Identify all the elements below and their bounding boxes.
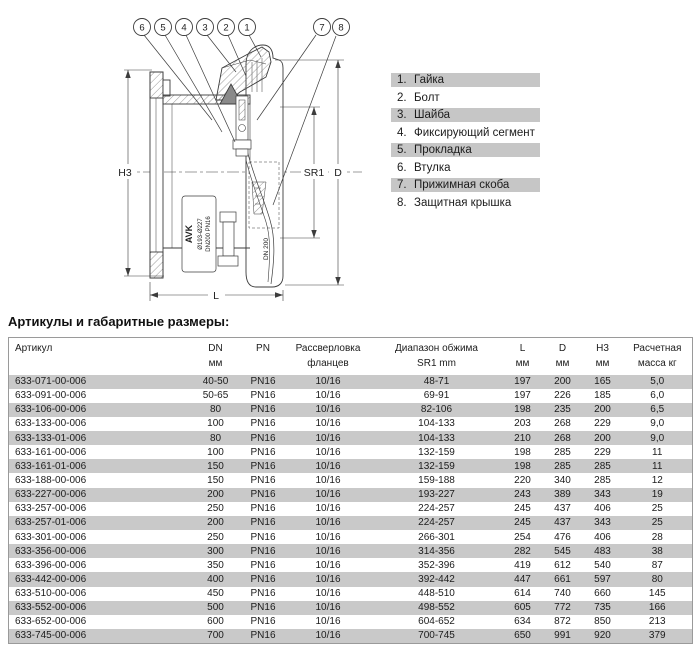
table-cell: 235 <box>554 404 571 416</box>
callout-number: 4 <box>181 22 187 34</box>
table-cell: PN16 <box>250 559 276 571</box>
table-row <box>9 502 693 516</box>
bolt-assembly-lower <box>218 212 238 266</box>
table-cell: 614 <box>514 588 531 600</box>
table-cell: 406 <box>594 531 611 543</box>
table-cell: 268 <box>554 432 571 444</box>
table-cell: PN16 <box>250 630 276 642</box>
table-row <box>9 445 693 459</box>
table-cell: 450 <box>207 588 224 600</box>
table-row <box>9 558 693 572</box>
table-cell: 193-227 <box>418 489 455 501</box>
table-cell: 159-188 <box>418 475 455 487</box>
table-cell: 150 <box>207 460 224 472</box>
column-header: Диапазон обжима SR1 mm <box>394 343 478 370</box>
table-cell: 605 <box>514 602 531 614</box>
table-cell: 633-188-00-006 <box>15 475 87 487</box>
table-cell: 10/16 <box>315 630 341 642</box>
table-cell: 250 <box>207 531 224 543</box>
table-cell: 340 <box>554 475 571 487</box>
label-range: Ø193-Ø227 <box>198 218 204 250</box>
table-cell: 200 <box>207 489 224 501</box>
table-cell: 343 <box>594 489 611 501</box>
callout-number: 5 <box>160 22 166 34</box>
legend-item-number: 8. <box>397 196 407 209</box>
table-cell: 650 <box>514 630 531 642</box>
table-row <box>9 488 693 502</box>
table-cell: 661 <box>554 574 571 586</box>
legend-item-label: Шайба <box>414 109 451 121</box>
table-cell: 229 <box>594 418 611 430</box>
table-cell: 406 <box>594 503 611 515</box>
column-header: L мм <box>515 343 530 370</box>
table-cell: 10/16 <box>315 404 341 416</box>
table-cell: 597 <box>594 574 611 586</box>
table-cell: 10/16 <box>315 503 341 515</box>
table-cell: 285 <box>594 460 611 472</box>
table-cell: 633-227-00-006 <box>15 489 87 501</box>
table-cell: 633-071-00-006 <box>15 376 87 388</box>
table-body <box>9 375 693 644</box>
table-cell: 352-396 <box>418 559 455 571</box>
table-cell: 11 <box>652 446 663 458</box>
legend-item-label: Болт <box>414 91 440 104</box>
table-cell: 11 <box>652 460 663 472</box>
column-header: DN мм <box>208 343 223 370</box>
table-cell: 243 <box>514 489 531 501</box>
column-header: Артикул <box>15 343 53 355</box>
dim-label-h3: H3 <box>118 167 132 179</box>
legend-item-number: 4. <box>397 126 407 139</box>
callout-number: 1 <box>244 22 250 34</box>
table-cell: PN16 <box>250 616 276 628</box>
table-cell: 220 <box>514 475 531 487</box>
dimensions-table <box>8 337 693 644</box>
table-row <box>9 389 693 403</box>
legend-item <box>391 143 540 157</box>
flange-adapter-drawing <box>0 0 380 312</box>
table-cell: PN16 <box>250 404 276 416</box>
table-cell: 50-65 <box>202 390 229 402</box>
callout-number: 6 <box>139 22 145 34</box>
legend-item-number: 7. <box>397 179 407 191</box>
legend-item <box>391 73 540 87</box>
table-row <box>9 431 693 445</box>
table-cell: 633-257-00-006 <box>15 503 87 515</box>
callout-circles <box>134 19 350 36</box>
table-cell: 735 <box>594 602 611 614</box>
table-row <box>9 544 693 558</box>
table-cell: 10/16 <box>315 432 341 444</box>
table-cell: PN16 <box>250 432 276 444</box>
table-cell: 266-301 <box>418 531 455 543</box>
table-cell: 419 <box>514 559 531 571</box>
table-cell: 872 <box>554 616 571 628</box>
table-cell: 104-133 <box>418 432 455 444</box>
table-cell: 285 <box>554 460 571 472</box>
table-cell: 198 <box>514 446 531 458</box>
table-cell: 197 <box>514 390 531 402</box>
callout-number: 7 <box>319 22 325 34</box>
table-cell: 203 <box>514 418 531 430</box>
table-cell: 200 <box>594 404 611 416</box>
table-cell: 48-71 <box>423 376 450 388</box>
table-row <box>9 403 693 417</box>
table-cell: PN16 <box>250 390 276 402</box>
table-cell: 633-133-00-006 <box>15 418 87 430</box>
table-cell: 633-442-00-006 <box>15 574 87 586</box>
legend-item-number: 2. <box>397 91 407 104</box>
table-cell: 80 <box>209 432 222 444</box>
table-cell: 991 <box>554 630 571 642</box>
table-cell: 6,5 <box>650 404 665 416</box>
legend-item <box>391 178 540 192</box>
table-cell: 38 <box>651 545 663 557</box>
table-cell: 10/16 <box>315 559 341 571</box>
table-cell: 197 <box>514 376 531 388</box>
legend-item-number: 3. <box>397 109 407 121</box>
table-cell: 28 <box>651 531 663 543</box>
table-cell: 9,0 <box>650 418 665 430</box>
legend-item <box>391 108 540 122</box>
table-cell: 600 <box>207 616 224 628</box>
label-dn: DN200 PN16 <box>206 216 212 252</box>
table-cell: 389 <box>554 489 571 501</box>
table-cell: 633-552-00-006 <box>15 602 87 614</box>
table-cell: 198 <box>514 404 531 416</box>
table-cell: 224-257 <box>418 517 455 529</box>
column-header: H3 мм <box>595 343 610 370</box>
table-cell: 612 <box>554 559 571 571</box>
table-cell: 200 <box>554 376 571 388</box>
table-cell: PN16 <box>250 588 276 600</box>
table-cell: 545 <box>554 545 571 557</box>
table-cell: 633-356-00-006 <box>15 545 87 557</box>
table-cell: 772 <box>554 602 571 614</box>
table-cell: 198 <box>514 460 531 472</box>
table-cell: 10/16 <box>315 588 341 600</box>
table-cell: 10/16 <box>315 446 341 458</box>
table-cell: 10/16 <box>315 390 341 402</box>
table-row <box>9 459 693 473</box>
legend-item-label: Прокладка <box>414 144 472 156</box>
table-cell: 87 <box>651 559 663 571</box>
table-cell: 540 <box>594 559 611 571</box>
table-cell: 343 <box>594 517 611 529</box>
table-cell: PN16 <box>250 489 276 501</box>
table-cell: 10/16 <box>315 418 341 430</box>
table-cell: 80 <box>651 574 663 586</box>
table-cell: 500 <box>207 602 224 614</box>
table-title: Артикулы и габаритные размеры: <box>8 314 230 329</box>
label-brand: AVK <box>184 224 194 244</box>
bolt-assembly-upper <box>233 96 251 156</box>
table-cell: PN16 <box>250 602 276 614</box>
table-cell: 633-106-00-006 <box>15 404 87 416</box>
table-cell: 10/16 <box>315 574 341 586</box>
table-cell: 700 <box>207 630 224 642</box>
table-cell: 437 <box>554 503 571 515</box>
table-cell: 165 <box>594 376 611 388</box>
table-cell: 12 <box>651 475 663 487</box>
column-header: Расчетная масса кг <box>633 343 682 370</box>
table-cell: 447 <box>514 574 531 586</box>
table-cell: 100 <box>207 418 224 430</box>
table-cell: 10/16 <box>315 489 341 501</box>
legend-item <box>391 161 540 175</box>
table-cell: 633-301-00-006 <box>15 531 87 543</box>
table-cell: 229 <box>594 446 611 458</box>
legend-item-number: 1. <box>397 74 407 86</box>
table-header-row <box>9 338 693 375</box>
table-cell: 350 <box>207 559 224 571</box>
table-cell: PN16 <box>250 418 276 430</box>
legend-item-label: Фиксирующий сегмент <box>414 126 535 139</box>
callout-number: 8 <box>338 22 344 34</box>
legend <box>391 73 540 213</box>
dim-label-sr1: SR1 <box>303 167 325 179</box>
table-cell: 740 <box>554 588 571 600</box>
table-cell: 604-652 <box>418 616 455 628</box>
table-row <box>9 375 693 389</box>
table-cell: 282 <box>514 545 531 557</box>
table-cell: 483 <box>594 545 611 557</box>
table-cell: 10/16 <box>315 545 341 557</box>
table-cell: 10/16 <box>315 602 341 614</box>
column-header: PN <box>256 343 270 355</box>
table-cell: 400 <box>207 574 224 586</box>
legend-item-label: Гайка <box>414 74 445 86</box>
table-cell: 633-161-00-006 <box>15 446 87 458</box>
table-cell: PN16 <box>250 545 276 557</box>
table-cell: 448-510 <box>418 588 455 600</box>
legend-item <box>391 91 540 105</box>
table-cell: 200 <box>207 517 224 529</box>
table-cell: 633-652-00-006 <box>15 616 87 628</box>
callout-number: 3 <box>202 22 208 34</box>
table-cell: 226 <box>554 390 571 402</box>
table-cell: 634 <box>514 616 531 628</box>
table-cell: 850 <box>594 616 611 628</box>
table-cell: 10/16 <box>315 376 341 388</box>
column-header: Рассверловка фланцев <box>295 343 361 370</box>
table-row <box>9 572 693 586</box>
table-cell: 210 <box>514 432 531 444</box>
table-row <box>9 629 693 643</box>
table-cell: 245 <box>514 503 531 515</box>
table-cell: 9,0 <box>650 432 665 444</box>
table-cell: 150 <box>207 475 224 487</box>
table-cell: 40-50 <box>202 376 229 388</box>
table-cell: 25 <box>651 503 663 515</box>
table-cell: 10/16 <box>315 475 341 487</box>
table-cell: 185 <box>594 390 611 402</box>
table-row <box>9 615 693 629</box>
table-cell: 700-745 <box>418 630 455 642</box>
table-cell: 254 <box>514 531 531 543</box>
table-cell: 166 <box>648 602 666 614</box>
table-cell: 314-356 <box>418 545 455 557</box>
legend-item-number: 5. <box>397 144 407 156</box>
table-cell: 224-257 <box>418 503 455 515</box>
legend-item <box>391 126 540 140</box>
table-cell: 10/16 <box>315 517 341 529</box>
table-cell: PN16 <box>250 574 276 586</box>
table-cell: 250 <box>207 503 224 515</box>
table-cell: 213 <box>648 616 666 628</box>
table-cell: 6,0 <box>650 390 665 402</box>
table-cell: 633-510-00-006 <box>15 588 87 600</box>
table-cell: 10/16 <box>315 460 341 472</box>
table-row <box>9 601 693 615</box>
table-row <box>9 516 693 530</box>
callout-number: 2 <box>223 22 229 34</box>
legend-item-label: Прижимная скоба <box>414 179 510 191</box>
table-cell: 145 <box>648 588 666 600</box>
table-cell: 132-159 <box>418 446 455 458</box>
table-cell: 300 <box>207 545 224 557</box>
table-cell: 80 <box>209 404 222 416</box>
table-cell: 379 <box>648 630 666 642</box>
legend-item-number: 6. <box>397 161 407 174</box>
table-cell: PN16 <box>250 446 276 458</box>
table-cell: 476 <box>554 531 571 543</box>
table-cell: 200 <box>594 432 611 444</box>
table-cell: 104-133 <box>418 418 455 430</box>
table-cell: 633-133-01-006 <box>15 432 87 444</box>
table-cell: 633-257-01-006 <box>15 517 87 529</box>
table-cell: PN16 <box>250 475 276 487</box>
table-cell: PN16 <box>250 460 276 472</box>
table-cell: 498-552 <box>418 602 455 614</box>
table-cell: 82-106 <box>420 404 453 416</box>
table-cell: 268 <box>554 418 571 430</box>
table-cell: PN16 <box>250 517 276 529</box>
table-cell: 633-396-00-006 <box>15 559 87 571</box>
table-row <box>9 530 693 544</box>
table-cell: 25 <box>651 517 663 529</box>
table-cell: 285 <box>554 446 571 458</box>
table-cell: PN16 <box>250 376 276 388</box>
table-cell: 19 <box>651 489 663 501</box>
table-cell: 660 <box>594 588 611 600</box>
table-cell: 392-442 <box>418 574 455 586</box>
dim-label-d: D <box>334 167 342 179</box>
table-cell: 10/16 <box>315 616 341 628</box>
table-cell: 69-91 <box>423 390 450 402</box>
table-cell: 245 <box>514 517 531 529</box>
table-cell: 5,0 <box>650 376 665 388</box>
table-cell: 633-161-01-006 <box>15 460 87 472</box>
table-row <box>9 473 693 487</box>
table-row <box>9 587 693 601</box>
table-cell: 132-159 <box>418 460 455 472</box>
dim-label-l: L <box>213 290 219 302</box>
table-cell: 633-091-00-006 <box>15 390 87 402</box>
table-cell: 920 <box>594 630 611 642</box>
column-header: D мм <box>555 343 570 370</box>
table-cell: 100 <box>207 446 224 458</box>
table-cell: 437 <box>554 517 571 529</box>
table-cell: 633-745-00-006 <box>15 630 87 642</box>
table-cell: PN16 <box>250 531 276 543</box>
table-cell: 285 <box>594 475 611 487</box>
legend-item-label: Защитная крышка <box>414 196 512 209</box>
legend-item-label: Втулка <box>414 161 451 174</box>
legend-item <box>391 196 540 210</box>
table-cell: PN16 <box>250 503 276 515</box>
dn-note: DN 200 <box>263 237 270 261</box>
table-cell: 10/16 <box>315 531 341 543</box>
table-row <box>9 417 693 431</box>
